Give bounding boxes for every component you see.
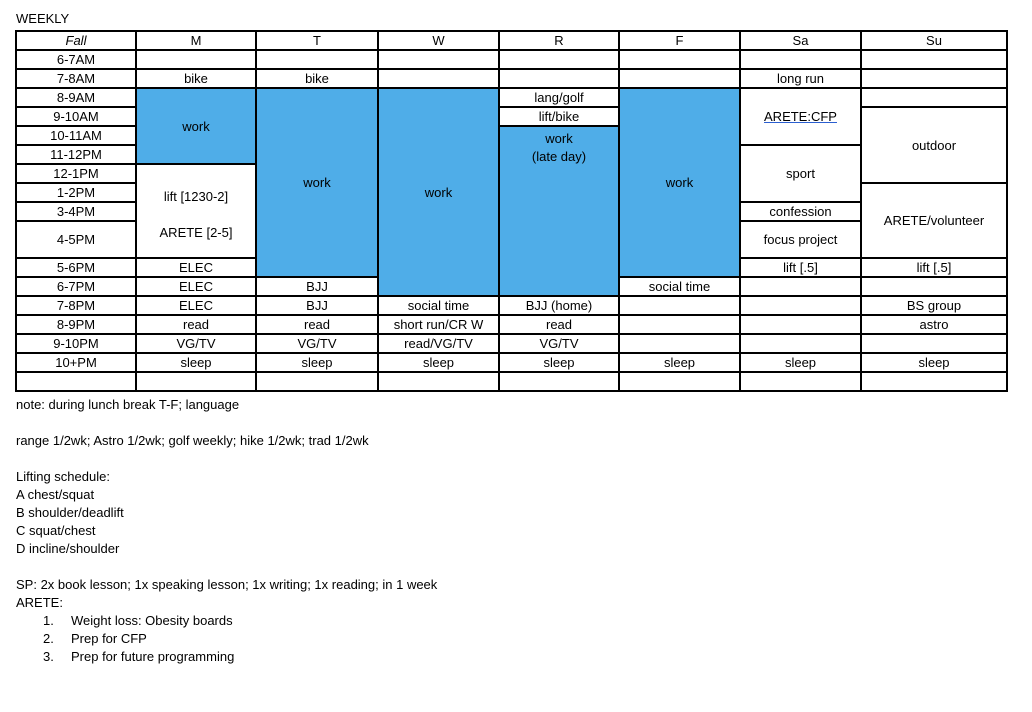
schedule-cell [256,50,378,69]
list-item [43,648,437,666]
time-label: 1-2PM [16,183,136,202]
schedule-cell [861,69,1007,88]
schedule-cell: VG/TV [136,334,256,353]
schedule-cell: long run [740,69,861,88]
day-header: R [499,31,619,50]
term-label: Fall [16,31,136,50]
time-label: 10+PM [16,353,136,372]
schedule-cell: ARETE/volunteer [861,183,1007,258]
work-late-line2: (late day) [531,149,587,164]
schedule-cell [378,372,499,391]
lifting-item: C squat/chest [16,523,96,538]
lifting-title: Lifting schedule: [16,469,110,484]
table-row [16,315,1007,334]
schedule-cell [619,69,740,88]
schedule-cell: social time [619,277,740,296]
schedule-cell: short run/CR W [378,315,499,334]
schedule-cell [136,372,256,391]
lifting-item: B shoulder/deadlift [16,505,124,520]
schedule-cell [619,315,740,334]
work-block-monday: work [136,88,256,164]
time-label: 7-8AM [16,69,136,88]
day-header: W [378,31,499,50]
time-label: 9-10AM [16,107,136,126]
schedule-cell: BJJ (home) [499,296,619,315]
note-frequencies: range 1/2wk; Astro 1/2wk; golf weekly; hike 1/2wk; trad 1/2wk [16,433,369,448]
arete-cfp-link-text: ARETE:CFP [764,109,837,124]
schedule-cell: lift [.5] [740,258,861,277]
arete-monday-text: ARETE [2-5] [159,224,233,240]
schedule-cell: bike [256,69,378,88]
header-row [16,31,1007,50]
schedule-cell: lang/golf [499,88,619,107]
table-row [16,69,1007,88]
work-block-thursday-late [499,126,619,296]
weekly-schedule-table [15,30,1008,392]
table-row [16,50,1007,69]
schedule-cell: sleep [256,353,378,372]
lifting-item: D incline/shoulder [16,541,120,556]
time-label: 3-4PM [16,202,136,221]
time-label: 10-11AM [16,126,136,145]
work-block-tuesday: work [256,88,378,277]
schedule-cell [861,372,1007,391]
schedule-cell: BJJ [256,277,378,296]
list-number: 3. [43,649,54,664]
schedule-cell [740,277,861,296]
schedule-cell: outdoor [861,107,1007,183]
schedule-cell: ELEC [136,277,256,296]
schedule-cell [619,50,740,69]
schedule-cell [740,372,861,391]
schedule-cell [378,50,499,69]
schedule-cell [619,372,740,391]
time-label: 7-8PM [16,296,136,315]
day-header: Su [861,31,1007,50]
day-header: F [619,31,740,50]
schedule-cell: read [256,315,378,334]
schedule-cell: astro [861,315,1007,334]
arete-list [16,612,437,666]
time-label: 9-10PM [16,334,136,353]
schedule-cell: ELEC [136,258,256,277]
schedule-cell [256,372,378,391]
schedule-cell: lift/bike [499,107,619,126]
schedule-cell [499,69,619,88]
note-lunch: note: during lunch break T-F; language [16,397,240,412]
schedule-cell [136,50,256,69]
time-label: 12-1PM [16,164,136,183]
schedule-cell: sleep [619,353,740,372]
time-label: 11-12PM [16,145,136,164]
schedule-cell: sleep [861,353,1007,372]
schedule-cell [619,296,740,315]
schedule-cell: BS group [861,296,1007,315]
time-label: 6-7PM [16,277,136,296]
table-row [16,88,1007,107]
work-block-friday: work [619,88,740,277]
schedule-cell [740,88,861,145]
table-row [16,372,1007,391]
table-row [16,296,1007,315]
schedule-cell: sleep [378,353,499,372]
schedule-cell [499,372,619,391]
schedule-cell [861,88,1007,107]
schedule-cell: VG/TV [256,334,378,353]
schedule-cell [16,372,136,391]
list-item [43,630,437,648]
time-label: 5-6PM [16,258,136,277]
sheet-title: WEEKLY [16,11,70,26]
list-text: Weight loss: Obesity boards [71,613,233,628]
schedule-cell [861,50,1007,69]
schedule-cell: ELEC [136,296,256,315]
schedule-cell: sport [740,145,861,202]
list-item [43,612,437,630]
schedule-cell: read [136,315,256,334]
notes-section [16,396,437,666]
day-header: T [256,31,378,50]
schedule-cell: read [499,315,619,334]
schedule-cell: VG/TV [499,334,619,353]
list-number: 2. [43,631,54,646]
schedule-cell [740,315,861,334]
day-header: M [136,31,256,50]
lifting-item: A chest/squat [16,487,95,502]
list-text: Prep for future programming [71,649,235,664]
schedule-cell: bike [136,69,256,88]
schedule-cell [740,50,861,69]
schedule-cell: sleep [499,353,619,372]
work-block-wednesday: work [378,88,499,296]
schedule-cell: social time [378,296,499,315]
work-late-line1: work [545,131,573,146]
schedule-cell: lift [.5] [861,258,1007,277]
schedule-cell: focus project [740,221,861,258]
arete-title: ARETE: [16,595,63,610]
schedule-cell: read/VG/TV [378,334,499,353]
day-header: Sa [740,31,861,50]
schedule-cell: sleep [740,353,861,372]
list-number: 1. [43,613,54,628]
time-label: 4-5PM [16,221,136,258]
schedule-cell [499,50,619,69]
schedule-cell [861,277,1007,296]
schedule-cell [740,296,861,315]
schedule-cell [861,334,1007,353]
schedule-cell [136,164,256,258]
list-text: Prep for CFP [71,631,147,646]
schedule-cell [378,69,499,88]
time-label: 8-9AM [16,88,136,107]
schedule-cell: confession [740,202,861,221]
schedule-cell: sleep [136,353,256,372]
schedule-cell [619,334,740,353]
table-row [16,353,1007,372]
schedule-cell [740,334,861,353]
table-row [16,334,1007,353]
lift-monday-text: lift [1230-2] [163,188,229,204]
time-label: 8-9PM [16,315,136,334]
time-label: 6-7AM [16,50,136,69]
schedule-cell: BJJ [256,296,378,315]
note-sp: SP: 2x book lesson; 1x speaking lesson; 1x writing; 1x reading; in 1 week [16,577,438,592]
